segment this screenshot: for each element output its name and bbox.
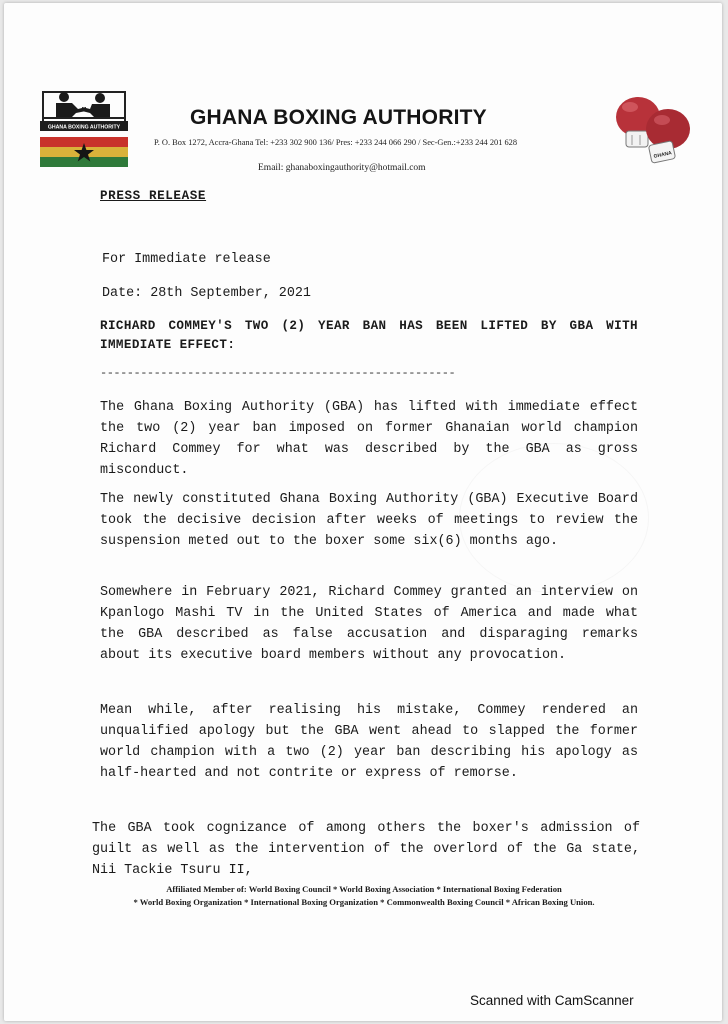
organization-name: GHANA BOXING AUTHORITY — [190, 106, 487, 129]
svg-text:GHANA: GHANA — [653, 150, 673, 160]
affiliations-footer — [64, 883, 664, 909]
organization-address: P. O. Box 1272, Accra-Ghana Tel: +233 302 900 136/ Pres: +233 244 066 290 / Sec-Gen.:+233 244 201 628 — [154, 138, 518, 147]
organization-email: Email: ghanaboxingauthority@hotmail.com — [258, 163, 426, 173]
headline: RICHARD COMMEY'S TWO (2) YEAR BAN HAS BEEN LIFTED BY GBA WITH IMMEDIATE EFFECT: — [100, 319, 638, 352]
release-date: Date: 28th September, 2021 — [102, 286, 311, 301]
paragraph-2: The newly constituted Ghana Boxing Authority (GBA) Executive Board took the decisive decision after weeks of meetings to review the suspension meted out to the boxer some six(6) months ago. — [100, 492, 638, 549]
paragraph-4: Mean while, after realising his mistake, Commey rendered an unqualified apology but the GBA went ahead to slapped the former world champion with a two (2) year ban describing his apology as half-hearted and not contrite or express of remorse. — [100, 703, 638, 781]
paragraph-3: Somewhere in February 2021, Richard Commey granted an interview on Kpanlogo Mashi TV in the United States of America and made what the GBA described as false accusation and disparaging remarks about its executive board members without any provocation. — [100, 585, 638, 663]
paragraph-1: The Ghana Boxing Authority (GBA) has lifted with immediate effect the two (2) year ban imposed on former Ghanaian world champion Richard Commey for what was described by the GBA as gross misconduct. — [100, 400, 638, 478]
boxing-gloves-icon — [608, 93, 700, 175]
svg-text:GHANA BOXING AUTHORITY: GHANA BOXING AUTHORITY — [47, 124, 121, 131]
scanned-page — [4, 3, 722, 1021]
gba-logo — [38, 87, 130, 177]
release-note: For Immediate release — [102, 252, 271, 267]
affiliations-line-1: Affiliated Member of: World Boxing Council * World Boxing Association * International Boxing Federation — [166, 884, 562, 894]
press-release-label: PRESS RELEASE — [100, 189, 207, 203]
paragraph-5: The GBA took cognizance of among others the boxer's admission of guilt as well as the intervention of the overlord of the Ga state, Nii Tackie Tsuru II, — [92, 821, 640, 878]
divider-line: ----------------------------------------------------- — [100, 366, 456, 380]
camscanner-watermark: Scanned with CamScanner — [470, 993, 634, 1008]
affiliations-line-2: * World Boxing Organization * International Boxing Organization * Commonwealth Boxing Council * African Boxing Union. — [133, 897, 595, 907]
